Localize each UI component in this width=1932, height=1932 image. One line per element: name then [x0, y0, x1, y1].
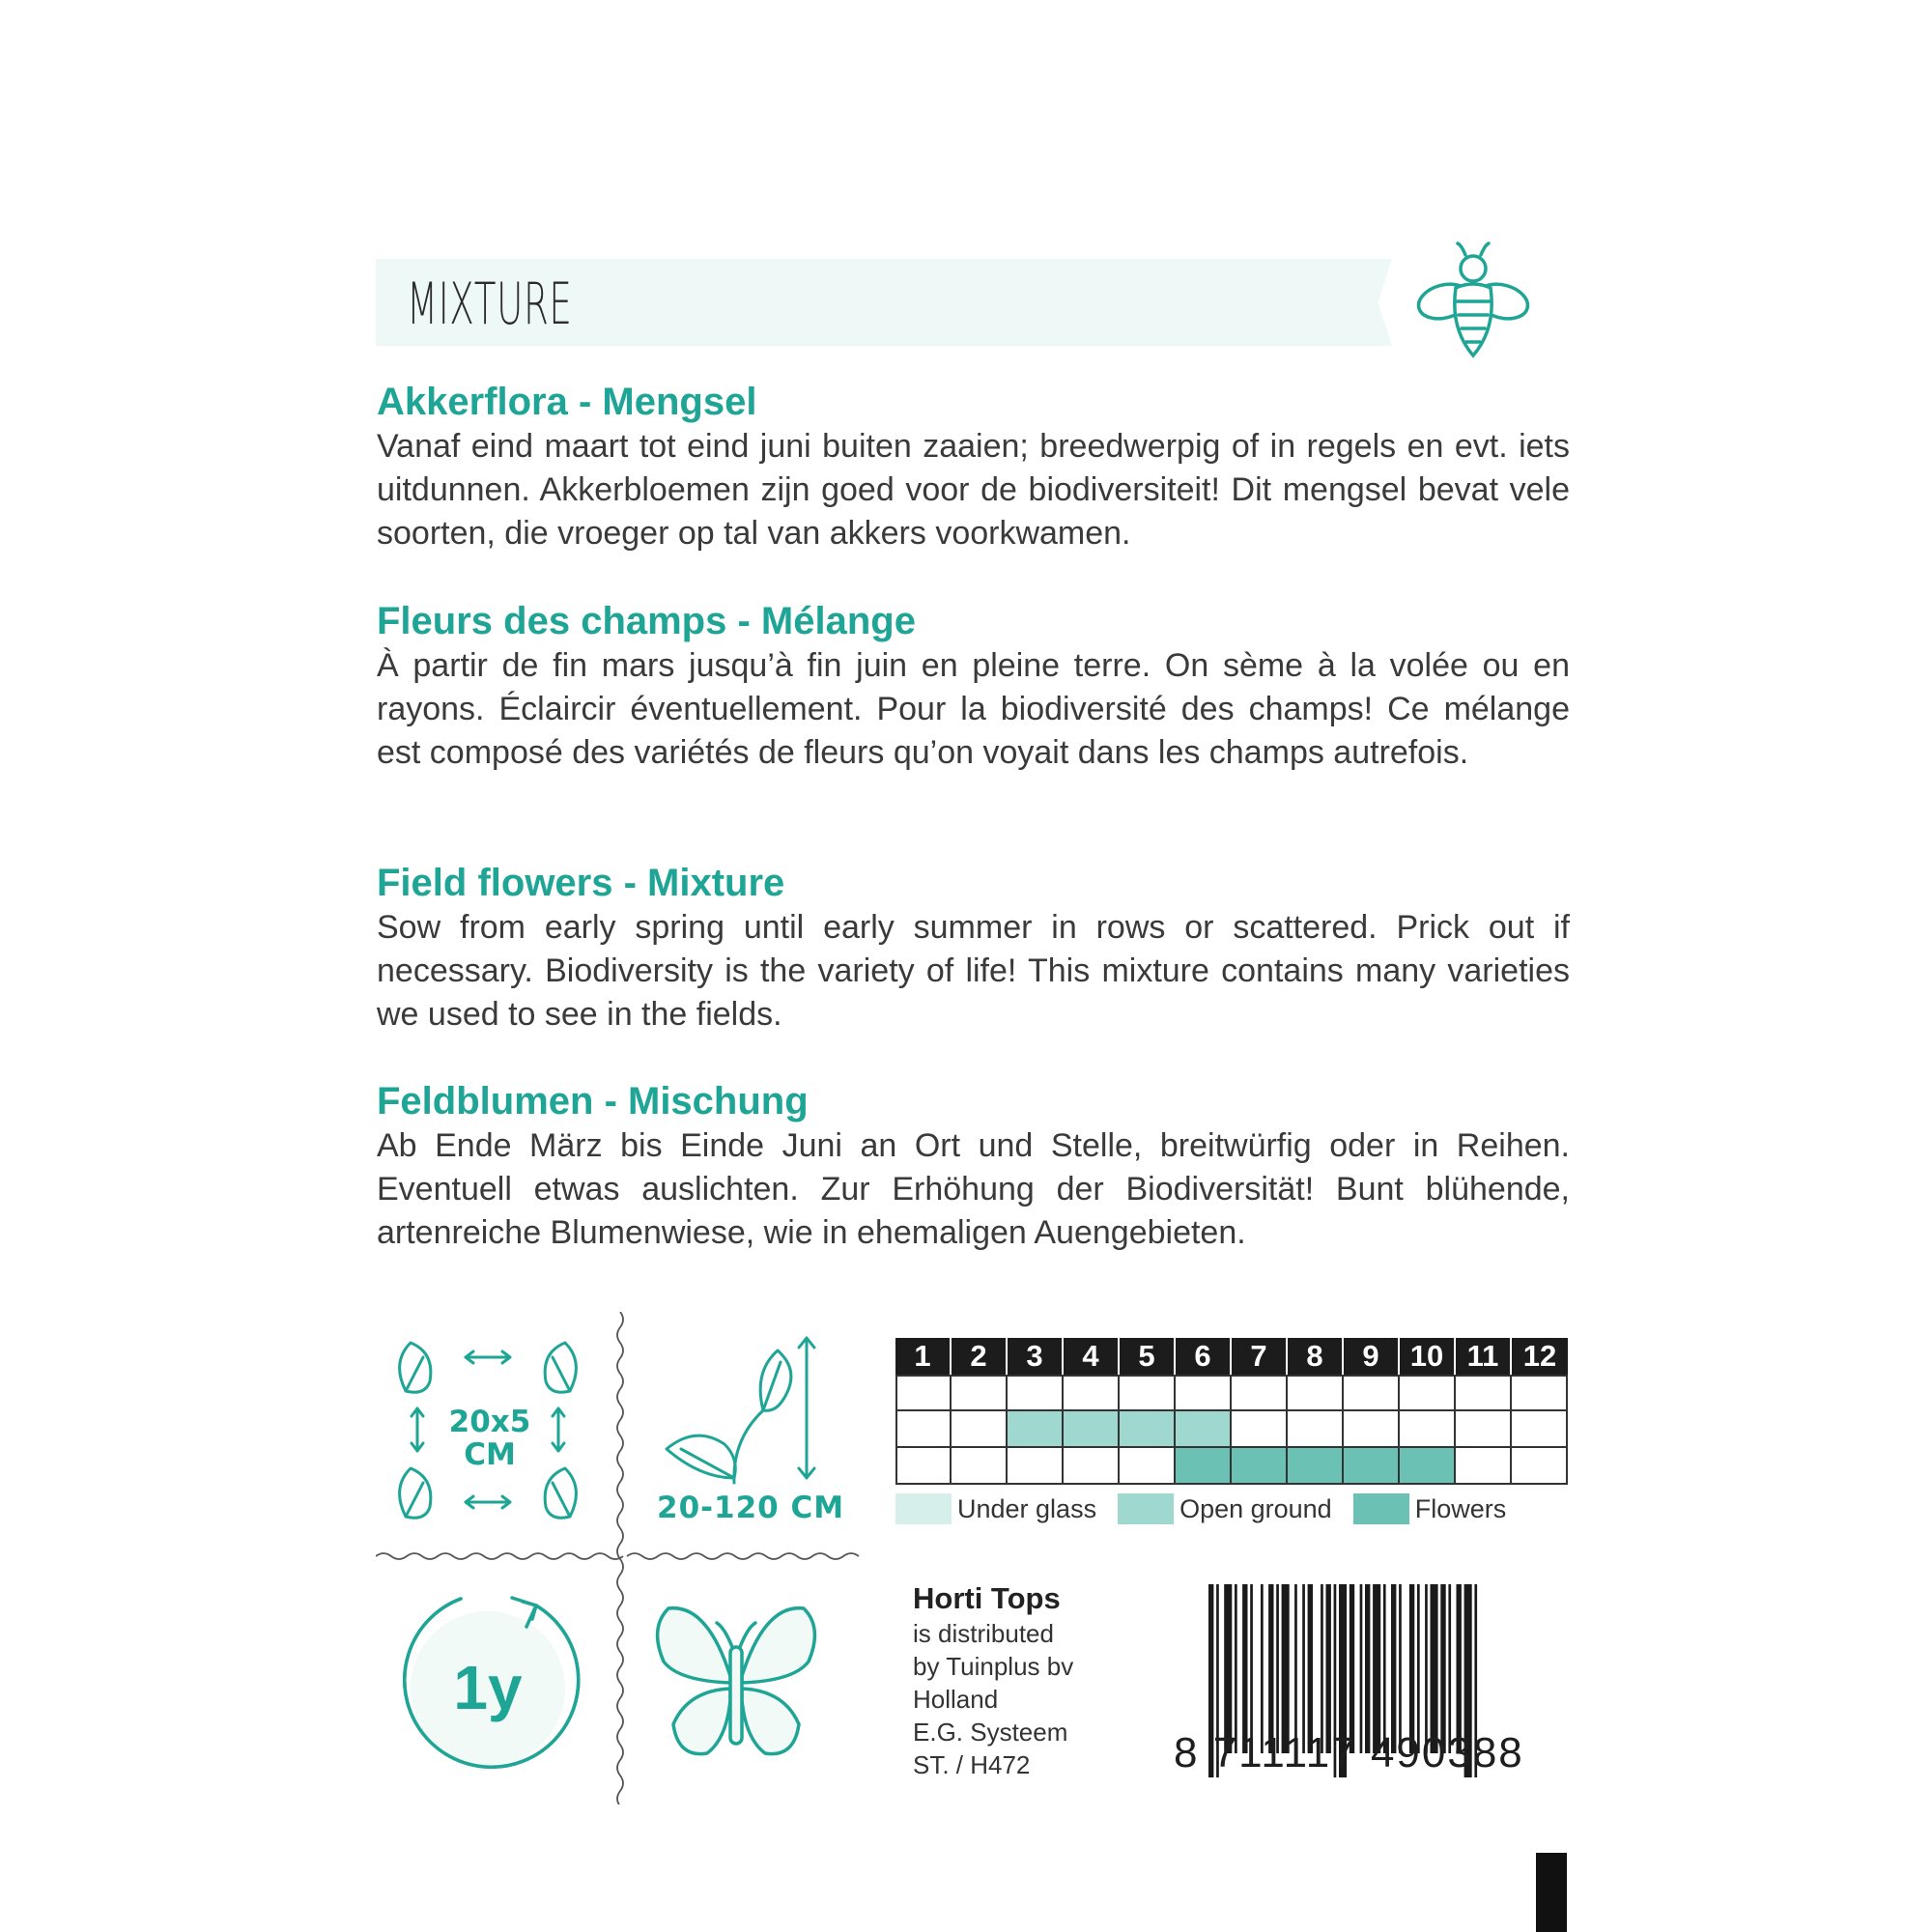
legend-label: Flowers	[1414, 1493, 1507, 1523]
calendar-cell	[1344, 1448, 1400, 1485]
brand-name: Horti Tops	[913, 1581, 1061, 1615]
calendar-cell	[1344, 1411, 1400, 1448]
calendar-cell	[895, 1375, 952, 1411]
barcode-bar	[1365, 1584, 1370, 1753]
section-german	[377, 1078, 1570, 1255]
calendar-cell	[1232, 1375, 1288, 1411]
barcode-bar	[1308, 1584, 1313, 1753]
month-label: 3	[1008, 1338, 1064, 1375]
barcode-bar	[1383, 1584, 1386, 1753]
print-mark	[1536, 1853, 1567, 1932]
distributor-info	[913, 1580, 1106, 1781]
month-label: 8	[1288, 1338, 1344, 1375]
spacing-value: 20x5	[448, 1405, 531, 1439]
calendar-cell	[1512, 1375, 1568, 1411]
barcode-bar	[1457, 1584, 1462, 1753]
calendar-cell	[1008, 1448, 1064, 1485]
barcode-bar	[1224, 1584, 1232, 1753]
month-label: 11	[1456, 1338, 1512, 1375]
height-label: 20-120 CM	[657, 1491, 845, 1525]
barcode-bar	[1431, 1584, 1438, 1753]
barcode-bar	[1242, 1584, 1247, 1753]
calendar-row-under-glass	[895, 1375, 1568, 1411]
plant-height-icon	[657, 1333, 831, 1488]
calendar-cell	[1512, 1448, 1568, 1485]
calendar-header	[895, 1338, 1568, 1375]
month-label: 1	[895, 1338, 952, 1375]
barcode-bar	[1409, 1584, 1414, 1753]
barcode-bar	[1350, 1584, 1354, 1753]
distributor-line: is distributed	[913, 1619, 1054, 1648]
section-body: Vanaf eind maart tot eind juni buiten zaaien; breedwerpig of in regels en evt. iets uitdunnen. Akkerbloemen zijn goed voor de biodiversiteit! Dit mengsel bevat vele soorten, die vroeger op tal van akkers voorkwamen.	[377, 428, 1570, 552]
barcode-bar	[1373, 1584, 1380, 1753]
calendar-cell	[1456, 1411, 1512, 1448]
section-body: Sow from early spring until early summer in rows or scattered. Prick out if necessary. Biodiversity is the variety of life! This mixture contains many varieties we used to see in the fields.	[377, 909, 1570, 1033]
barcode-digits: 8 711117 490388	[1174, 1729, 1524, 1776]
spacing-unit: CM	[464, 1437, 516, 1472]
month-label: 12	[1522, 1339, 1557, 1373]
distributor-line: E.G. Systeem	[913, 1718, 1068, 1747]
month-label: 2	[952, 1338, 1008, 1375]
section-body: Ab Ende März bis Einde Juni an Ort und Stelle, breitwürfig oder in Reihen. Eventuell etwas auslichten. Zur Erhöhung der Biodiversität! Bunt blühende, artenreiche Blumenwiese, wie in ehemaligen Auengebieten.	[377, 1127, 1570, 1251]
legend-label: Under glass	[957, 1493, 1097, 1523]
calendar-cell	[1120, 1375, 1176, 1411]
spacing-label	[437, 1406, 543, 1471]
legend-swatch	[1118, 1493, 1174, 1524]
distributor-line: by Tuinplus bv	[913, 1652, 1074, 1681]
section-english	[377, 860, 1570, 1037]
calendar-cell	[952, 1375, 1008, 1411]
barcode-bar	[1268, 1584, 1273, 1753]
month-label: 4	[1064, 1338, 1120, 1375]
distributor-line: ST. / H472	[913, 1750, 1031, 1779]
calendar-cell	[1120, 1411, 1176, 1448]
calendar-cell	[1064, 1375, 1120, 1411]
calendar-cell	[1512, 1411, 1568, 1448]
barcode-bar	[1326, 1584, 1331, 1753]
calendar-cell	[1400, 1411, 1456, 1448]
calendar-cell	[1232, 1448, 1288, 1485]
legend-item-open-ground	[1118, 1493, 1332, 1524]
header-title: MIXTURE	[407, 270, 573, 338]
barcode-bar	[1448, 1584, 1451, 1753]
month-label: 5	[1120, 1338, 1176, 1375]
sowing-calendar	[895, 1338, 1568, 1485]
calendar-cell	[1456, 1375, 1512, 1411]
section-french	[377, 598, 1570, 775]
calendar-cell	[1176, 1375, 1232, 1411]
calendar-cell	[1456, 1448, 1512, 1485]
barcode-bar	[1399, 1584, 1402, 1753]
section-title: Feldblumen - Mischung	[377, 1080, 809, 1122]
calendar-row-flowers	[895, 1448, 1568, 1485]
calendar-cell	[1064, 1448, 1120, 1485]
calendar-cell	[1400, 1375, 1456, 1411]
month-label: 7	[1232, 1338, 1288, 1375]
distributor-line: Holland	[913, 1685, 999, 1714]
barcode-bar	[1282, 1584, 1290, 1753]
calendar-cell	[1176, 1411, 1232, 1448]
month-label: 9	[1344, 1338, 1400, 1375]
barcode-bar	[1360, 1584, 1363, 1753]
legend-label: Open ground	[1179, 1493, 1332, 1523]
barcode-bar	[1440, 1584, 1445, 1753]
calendar-cell	[1120, 1448, 1176, 1485]
month-label: 10	[1400, 1338, 1456, 1375]
calendar-cell	[895, 1448, 952, 1485]
calendar-cell	[1288, 1448, 1344, 1485]
calendar-cell	[952, 1411, 1008, 1448]
barcode-bar	[1302, 1584, 1305, 1753]
calendar-row-open-ground	[895, 1411, 1568, 1448]
calendar-cell	[1008, 1411, 1064, 1448]
legend-item-under-glass	[895, 1493, 1096, 1524]
calendar-cell	[952, 1448, 1008, 1485]
calendar-cell	[895, 1411, 952, 1448]
calendar-cell	[1400, 1448, 1456, 1485]
section-title: Field flowers - Mixture	[377, 862, 785, 904]
barcode-bar	[1261, 1584, 1264, 1753]
month-label: 6	[1176, 1338, 1232, 1375]
calendar-cell	[1288, 1375, 1344, 1411]
section-body: À partir de fin mars jusqu’à fin juin en pleine terre. On sème à la volée ou en rayons. Éclaircir éventuellement. Pour la biodiversité des champs! Ce mélange est composé des variétés de fleurs qu’on voyait dans les champs autrefois.	[377, 647, 1570, 771]
legend-item-flowers	[1353, 1493, 1507, 1524]
butterfly-icon	[649, 1594, 823, 1768]
section-title: Fleurs des champs - Mélange	[377, 600, 916, 642]
legend-swatch	[1353, 1493, 1409, 1524]
legend-swatch	[895, 1493, 952, 1524]
lifespan-label: 1y	[453, 1653, 523, 1722]
wavy-divider-horizontal	[376, 1549, 864, 1563]
calendar-cell	[1064, 1411, 1120, 1448]
barcode-bar	[1250, 1584, 1253, 1753]
barcode-bar	[1321, 1584, 1323, 1753]
barcode-bar	[1235, 1584, 1237, 1753]
calendar-cell	[1176, 1448, 1232, 1485]
calendar-cell	[1008, 1375, 1064, 1411]
barcode-bar	[1294, 1584, 1297, 1753]
barcode-bar	[1276, 1584, 1279, 1753]
calendar-rows	[895, 1375, 1568, 1485]
section-title: Akkerflora - Mengsel	[377, 381, 757, 423]
calendar-cell	[1344, 1375, 1400, 1411]
section-dutch	[377, 379, 1570, 555]
calendar-cell	[1232, 1411, 1288, 1448]
calendar-cell	[1288, 1411, 1344, 1448]
barcode-bar	[1391, 1584, 1396, 1753]
barcode-bar	[1417, 1584, 1420, 1753]
calendar-legend	[895, 1493, 1527, 1524]
barcode-bar	[1425, 1584, 1428, 1753]
bee-icon	[1415, 242, 1531, 367]
